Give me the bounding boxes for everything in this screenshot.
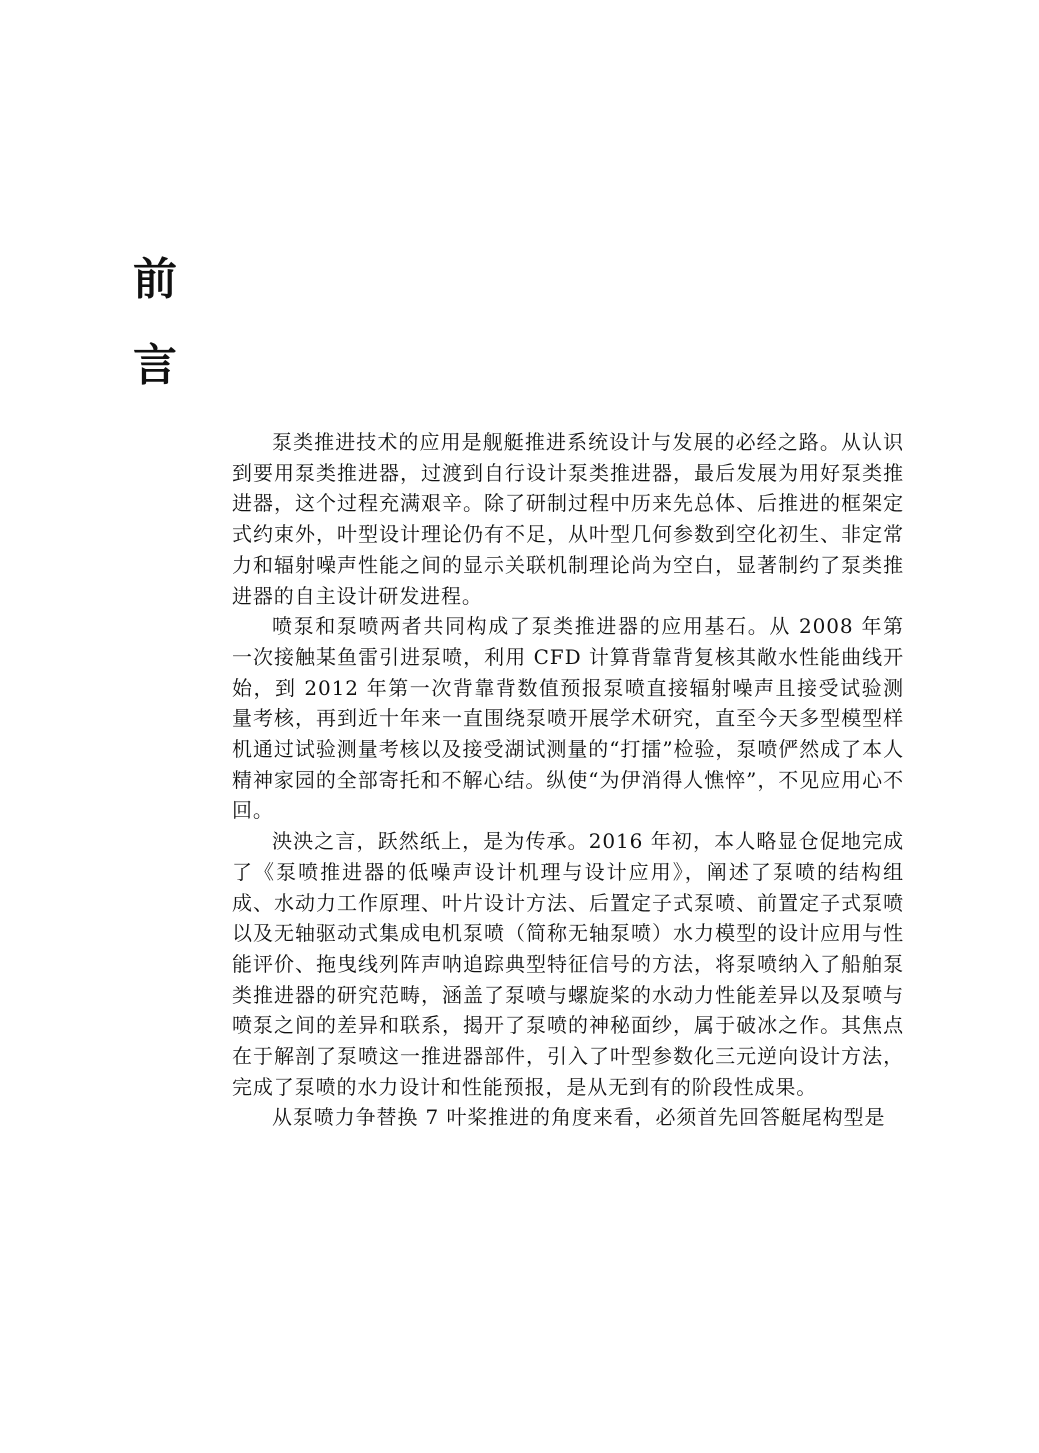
heading-char-1: 前	[133, 254, 177, 305]
paragraph-1: 泵类推进技术的应用是舰艇推进系统设计与发展的必经之路。从认识到要用泵类推进器，过渡到自行设计泵类推进器，最后发展为用好泵类推进器，这个过程充满艰辛。除了研制过程中历来先总体、后推进的框架定式约束外，叶型设计理论仍有不足，从叶型几何参数到空化初生、非定常力和辐射噪声性能之间的显示关联机制理论尚为空白，显著制约了泵类推进器的自主设计研发进程。	[232, 430, 904, 608]
preface-body	[232, 427, 904, 1133]
paragraph-2: 喷泵和泵喷两者共同构成了泵类推进器的应用基石。从 2008 年第一次接触某鱼雷引进泵喷，利用 CFD 计算背靠背复核其敞水性能曲线开始，到 2012 年第一次背靠背数值预报泵喷直接辐射噪声且接受试验测量考核，再到近十年来一直围绕泵喷开展学术研究，直至今天多型模型样机通过试验测量考核以及接受湖试测量的“打擂”检验，泵喷俨然成了本人精神家园的全部寄托和不解心结。纵使“为伊消得人憔悴”，不见应用心不回。	[232, 614, 904, 823]
paragraph-4: 从泵喷力争替换 7 叶桨推进的角度来看，必须首先回答艇尾构型是	[272, 1105, 886, 1130]
paragraph-3: 泱泱之言，跃然纸上，是为传承。2016 年初，本人略显仓促地完成了《泵喷推进器的低噪声设计机理与设计应用》，阐述了泵喷的结构组成、水动力工作原理、叶片设计方法、后置定子式泵喷、前置定子式泵喷以及无轴驱动式集成电机泵喷（简称无轴泵喷）水力模型的设计应用与性能评价、拖曳线列阵声呐追踪典型特征信号的方法，将泵喷纳入了船舶泵类推进器的研究范畴，涵盖了泵喷与螺旋桨的水动力性能差异以及泵喷与喷泵之间的差异和联系，揭开了泵喷的神秘面纱，属于破冰之作。其焦点在于解剖了泵喷这一推进器部件，引入了叶型参数化三元逆向设计方法，完成了泵喷的水力设计和性能预报，是从无到有的阶段性成果。	[232, 829, 904, 1099]
preface-heading	[133, 254, 181, 430]
heading-char-2: 言	[133, 340, 177, 391]
